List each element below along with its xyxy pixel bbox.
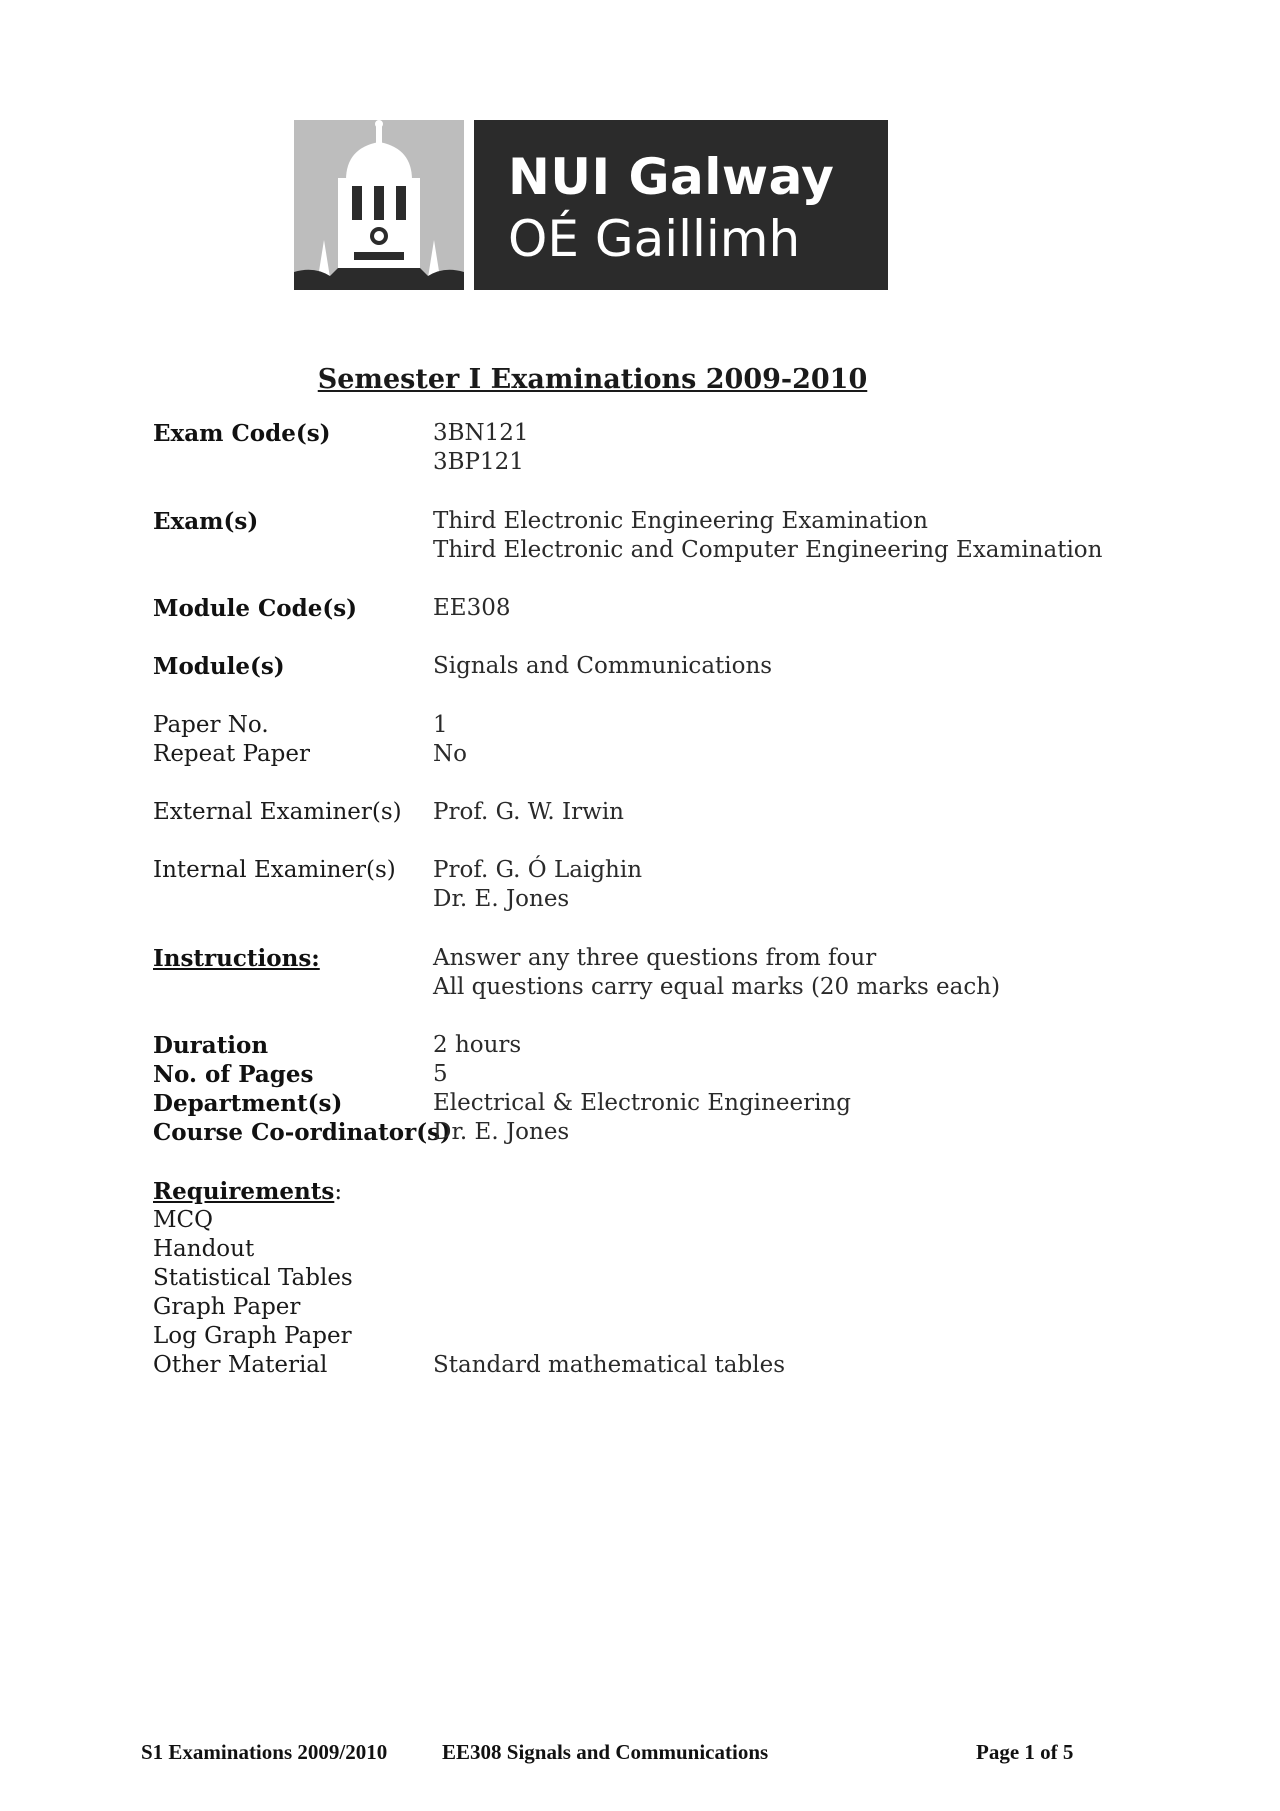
duration-value: 2 hours [433,1032,522,1058]
footer-module: EE308 Signals and Communications [442,1740,769,1764]
footer-page-number: Page 1 of 5 [976,1740,1074,1764]
logo-english-name: NUI Galway [508,148,835,206]
exam-name-value: Third Electronic and Computer Engineering Examination [433,537,1103,563]
exam-name-value: Third Electronic Engineering Examination [433,508,928,534]
external-examiners-label: External Examiner(s) [153,799,402,825]
modules-label: Module(s) [153,653,285,680]
num-pages-value: 5 [433,1061,448,1087]
requirements-heading [153,1177,342,1207]
university-logo [294,120,888,290]
footer-exam-session: S1 Examinations 2009/2010 [141,1740,388,1764]
external-examiner-value: Prof. G. W. Irwin [433,799,624,825]
requirement-item: Other Material [153,1352,328,1378]
exams-label: Exam(s) [153,508,259,535]
requirement-value: Standard mathematical tables [433,1352,786,1378]
requirement-item: Graph Paper [153,1294,301,1320]
module-code-value: EE308 [433,595,511,621]
page-title: Semester I Examinations 2009-2010 [317,364,868,395]
instruction-value: All questions carry equal marks (20 marks each) [433,974,1001,1000]
repeat-paper-label: Repeat Paper [153,741,311,767]
instructions-label: Instructions: [153,945,320,972]
requirement-item: Handout [153,1236,255,1262]
clock-tower-emblem-icon [294,120,464,290]
module-name-value: Signals and Communications [433,653,773,679]
departments-label: Department(s) [153,1090,343,1117]
paper-no-value: 1 [433,712,448,738]
paper-no-label: Paper No. [153,712,269,738]
logo-wordmark [474,120,888,290]
requirements-heading-text: Requirements [153,1178,335,1205]
internal-examiners-label: Internal Examiner(s) [153,857,396,883]
requirement-item: MCQ [153,1207,214,1233]
coordinators-label: Course Co-ordinator(s) [153,1119,451,1146]
logo-irish-name: OÉ Gaillimh [508,210,801,268]
requirement-item: Statistical Tables [153,1265,353,1291]
internal-examiner-value: Prof. G. Ó Laighin [433,857,643,883]
exam-code-value: 3BP121 [433,449,524,475]
module-codes-label: Module Code(s) [153,595,358,622]
coordinator-value: Dr. E. Jones [433,1119,570,1145]
internal-examiner-value: Dr. E. Jones [433,886,570,912]
repeat-paper-value: No [433,741,467,767]
exam-codes-label: Exam Code(s) [153,420,331,447]
num-pages-label: No. of Pages [153,1061,314,1088]
requirements-heading-colon: : [334,1179,343,1205]
duration-label: Duration [153,1032,269,1059]
requirement-item: Log Graph Paper [153,1323,352,1349]
instruction-value: Answer any three questions from four [433,945,877,971]
exam-code-value: 3BN121 [433,420,529,446]
department-value: Electrical & Electronic Engineering [433,1090,851,1116]
